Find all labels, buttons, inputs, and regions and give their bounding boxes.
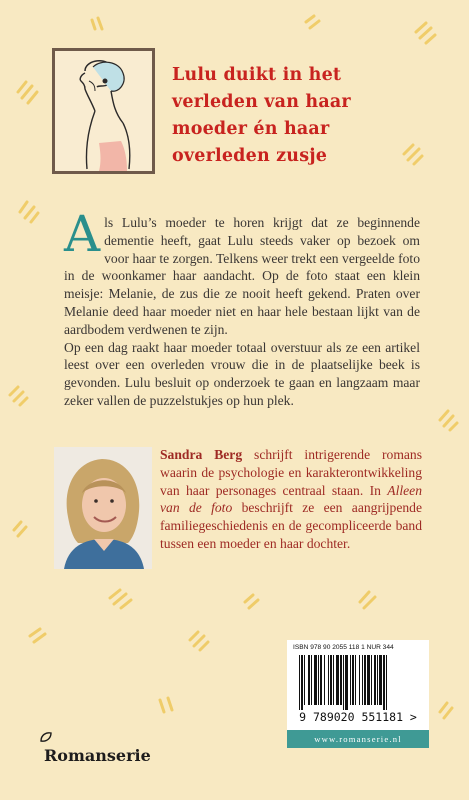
tagline-line-2: verleden van haar	[172, 92, 351, 112]
author-photo	[54, 447, 152, 569]
drop-cap: A	[64, 205, 101, 263]
book-title: Alleen van de foto	[160, 482, 422, 516]
publisher-logo: Romanserie	[44, 746, 151, 765]
author-bio	[160, 446, 422, 553]
author-name: Sandra Berg	[160, 447, 243, 462]
blurb-paragraph-1	[64, 205, 420, 339]
book-blurb	[64, 205, 420, 410]
publisher-url: www.romanserie.nl	[287, 730, 429, 748]
isbn-number: ISBN 978 90 2055 118 1 NUR 344	[293, 644, 394, 651]
leaf-icon	[39, 731, 53, 743]
tagline	[172, 62, 447, 170]
blurb-paragraph-1-text: ls Lulu’s moeder te horen krijgt dat ze beginnende dementie heeft, gaat Lulu steeds vaker op bezoek om voor haar te zorgen. Telkens weer trekt een vergeelde foto in de woonkamer haar aandacht. Op de foto staat een klein meisje: Melanie, de zus die ze nooit heeft gekend. Praten over Melanie deed haar moeder niet en haar hele bestaan lijkt van de aardbodem verdwenen te zijn.	[64, 215, 420, 337]
author-portrait	[54, 447, 152, 569]
tagline-line-4: overleden zusje	[172, 146, 328, 166]
bio-text-2: beschrijft ze een aangrijpende familiegeschiedenis en de gecompliceerde band tussen een moeder en haar dochter.	[160, 500, 422, 551]
barcode-panel	[287, 640, 429, 748]
barcode	[291, 655, 425, 710]
tagline-line-1: Lulu duikt in het	[172, 65, 342, 85]
tagline-line-3: moeder én haar	[172, 119, 330, 139]
bio-text-1: schrijft intrigerende romans waarin de psychologie en karakterontwikkeling van haar personages centraal staan. In	[160, 447, 423, 498]
cover-illustration-frame	[52, 48, 155, 174]
woman-profile-illustration	[55, 51, 152, 171]
barcode-digits: 9 789020 551181 >	[299, 710, 417, 724]
blurb-paragraph-2: Op een dag raakt haar moeder totaal overstuur als ze een artikel leest over een overleden vrouw die in de plaatselijke beek is gevonden. Lulu besluit op onderzoek te gaan en langzaam maar zeker vallen de puzzelstukjes op hun plek.	[64, 339, 420, 408]
